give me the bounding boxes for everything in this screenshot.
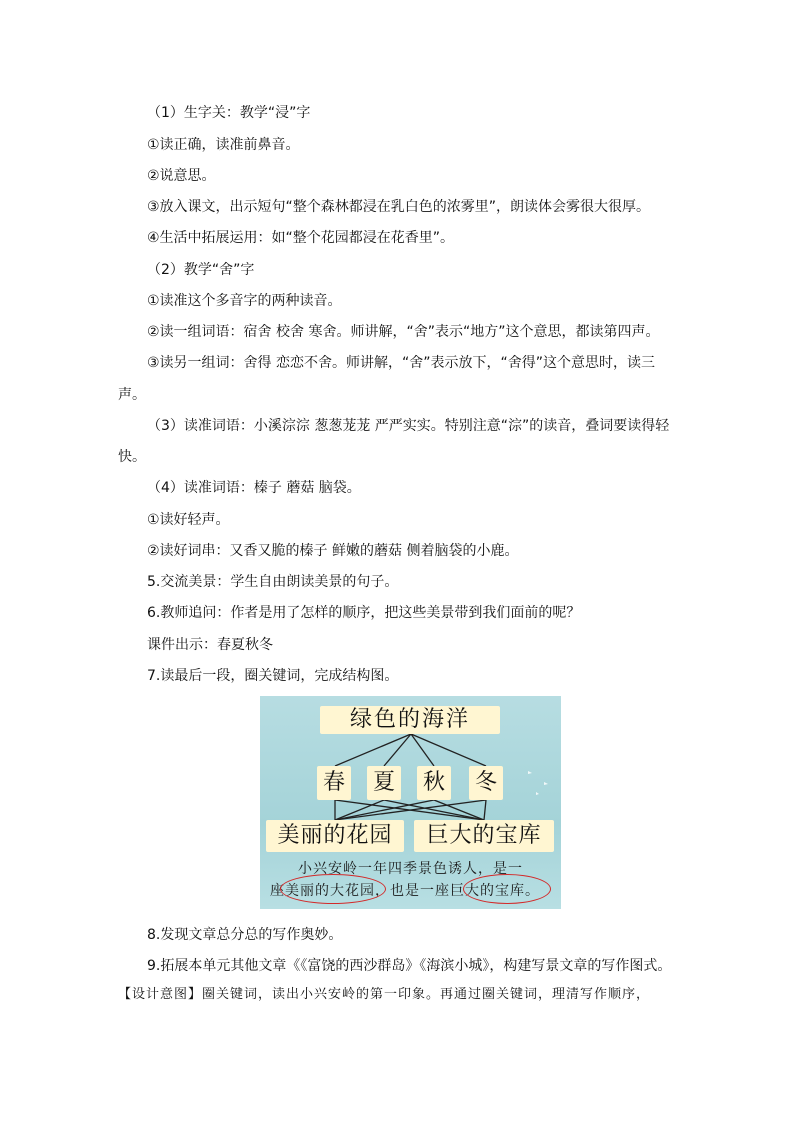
- season-box-summer: 夏: [367, 766, 401, 800]
- text-line: ①读准这个多音字的两种读音。: [147, 293, 342, 309]
- caption-circled-2: 巨大的宝库: [450, 883, 525, 899]
- red-circle-mark: [463, 874, 551, 904]
- text-line: 8.发现文章总分总的写作奥妙。: [147, 927, 343, 943]
- red-circle-mark: [280, 874, 386, 904]
- text-line: 6.教师追问：作者是用了怎样的顺序，把这些美景带到我们面前的呢？: [147, 605, 581, 621]
- design-intent-note: 【设计意图】圈关键词，读出小兴安岭的第一印象。再通过圈关键词，理清写作顺序，: [118, 987, 651, 1002]
- season-box-winter: 冬: [469, 766, 503, 800]
- text-line: 7.读最后一段，圈关键词，完成结构图。: [147, 668, 399, 684]
- text-line: （1）生字关：教学“浸”字: [147, 105, 311, 121]
- caption-line-1: 小兴安岭一年四季景色诱人，是一: [298, 861, 523, 877]
- text-line: ②说意思。: [147, 168, 216, 184]
- caption-prefix: 座: [270, 883, 285, 899]
- caption-mid: ，也是一座: [375, 883, 450, 899]
- season-box-autumn: 秋: [417, 766, 451, 800]
- text-line: ②读好词串：又香又脆的榛子 鲜嫩的蘑菇 侧着脑袋的小鹿。: [147, 543, 519, 559]
- text-line: ①读正确，读准前鼻音。: [147, 137, 300, 153]
- text-line: 声。: [118, 387, 146, 403]
- text-line: ①读好轻声。: [147, 512, 230, 528]
- text-line: （3）读准词语：小溪淙淙 葱葱茏茏 严严实实。特别注意“淙”的读音，叠词要读得轻: [147, 418, 670, 434]
- text-line: 课件出示：春夏秋冬: [147, 637, 273, 653]
- beautiful-garden-box: 美丽的花园: [266, 820, 404, 852]
- text-line: ③放入课文，出示短句“整个森林都浸在乳白色的浓雾里”，朗读体会雾很大很厚。: [147, 199, 651, 215]
- treasure-house-box: 巨大的宝库: [414, 820, 554, 852]
- diagram-title-box: 绿色的海洋: [320, 706, 500, 734]
- text-line: ③读另一组词：舍得 恋恋不舍。师讲解，“舍”表示放下，“舍得”这个意思时，读三: [147, 355, 656, 371]
- caption-circled-1: 美丽的大花园: [285, 883, 375, 899]
- text-line: 5.交流美景：学生自由朗读美景的句子。: [147, 574, 399, 590]
- text-line: ④生活中拓展运用：如“整个花园都浸在花香里”。: [147, 230, 455, 246]
- text-line: 9.拓展本单元其他文章《《富饶的西沙群岛》《海滨小城》，构建写景文章的写作图式。: [147, 958, 672, 974]
- text-line: （2）教学“舍”字: [147, 262, 255, 278]
- structure-diagram: [260, 696, 561, 909]
- text-line: 快。: [118, 449, 146, 465]
- caption-end: 。: [525, 883, 540, 899]
- text-line: （4）读准词语：榛子 蘑菇 脑袋。: [147, 480, 361, 496]
- season-box-spring: 春: [317, 766, 351, 800]
- text-line: ②读一组词语：宿舍 校舍 寒舍。师讲解，“舍”表示“地方”这个意思，都读第四声。: [147, 324, 660, 340]
